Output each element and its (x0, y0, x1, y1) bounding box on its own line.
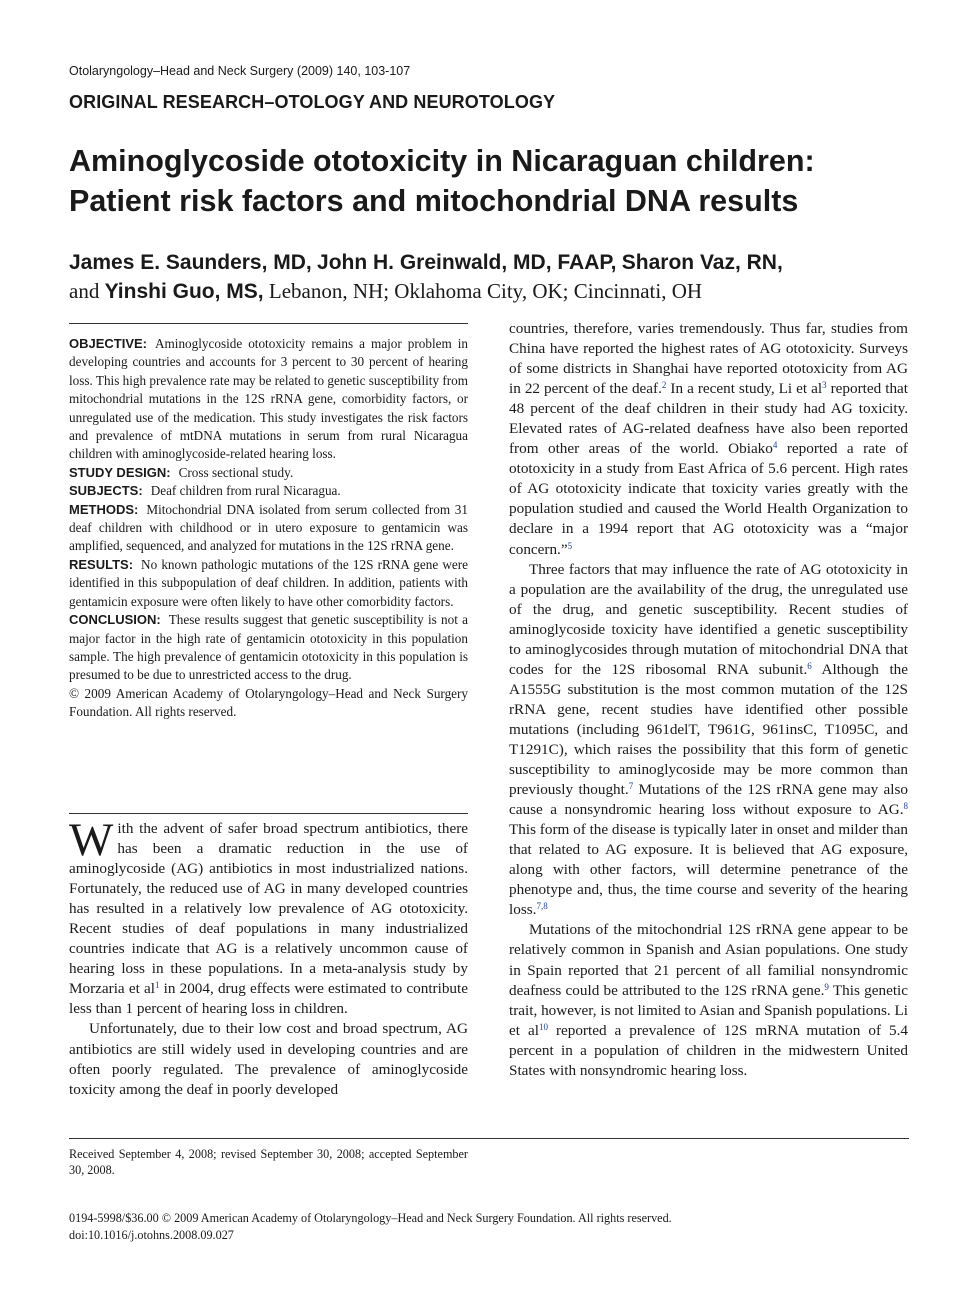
reference-5[interactable]: 5 (567, 540, 573, 551)
body-paragraph-4 (509, 560, 908, 921)
abstract-conclusion (69, 611, 468, 685)
body-paragraph-2: Unfortunately, due to their low cost and broad spectrum, AG antibiotics are still widely used in developing countries and are often poorly regulated. The prevalence of aminoglycoside toxicity among the deaf in poorly developed (69, 1020, 468, 1098)
r1-text-c: reported that 48 percent of the deaf children in their study had AG toxicity. Elevated rates of AG-related deafness have also been reported from other areas of the world. Obiako (509, 380, 909, 458)
p1-text-a: ith the advent of safer broad spectrum antibiotics, there has been a dramatic reduction in the use of aminoglycoside (AG) antibiotics in most industrialized nations. Fortunately, the reduced use of AG in many developed countries has resulted in a relatively low prevalence of AG ototoxicity. Recent studies of deaf populations in many industrialized countries indicate that AG is a relatively uncommon cause of hearing loss in these populations. In a meta-analysis study by Morzaria et al (69, 820, 468, 998)
reference-7-8[interactable]: 7,8 (536, 901, 548, 912)
author-affiliations: Lebanon, NH; Oklahoma City, OK; Cincinnati, OH (268, 279, 703, 303)
author-saunders: James E. Saunders, MD, (69, 251, 312, 274)
r2-text-a: Three factors that may influence the rate of AG ototoxicity in a population are the availability of the drug, the unregulated use of the drug, and genetic susceptibility. Recent studies of aminoglycoside toxicity have identified a genetic susceptibility to aminoglycosides through mutation of mitochondrial DNA that codes for the 12S ribosomal RNA subunit. (509, 560, 908, 678)
reference-2[interactable]: 2 (661, 380, 667, 391)
abstract-methods (69, 501, 468, 556)
r3-text-c: reported a prevalence of 12S mRNA mutation of 5.4 percent in a population of children in the midwestern United States with nonsyndromic hearing loss. (509, 1021, 909, 1079)
issn-copyright: 0194-5998/$36.00 © 2009 American Academy of Otolaryngology–Head and Neck Surgery Foundation. All rights reserved. (69, 1211, 672, 1225)
reference-1[interactable]: 1 (154, 980, 160, 991)
r1-text-b: In a recent study, Li et al (666, 380, 823, 398)
objective-text: Aminoglycoside ototoxicity remains a major problem in developing countries and accounts for 3 percent to 30 percent of hearing loss. This high prevalence rate may be related to genetic susceptibility from mitochondrial mutations in the 12S rRNA gene, comorbidity factors, or unregulated use of the medication. This study investigates the risk factors and prevalence of mtDNA mutations in serum from rural Nicaragua children with aminoglycoside-related hearing loss. (69, 336, 468, 462)
p1-text-b: in 2004, drug effects were estimated to contribute less than 1 percent of hearing loss in children. (69, 980, 468, 1018)
abstract-results (69, 556, 468, 611)
footer (69, 1210, 929, 1243)
abstract-subjects (69, 482, 468, 500)
author-vaz: Sharon Vaz, RN, (621, 251, 783, 274)
r1-text-d: reported a rate of ototoxicity in a study from East Africa of 5.6 percent. High rates of AG ototoxicity indicate that toxicity varies greatly with the population studied and caused the World Health Organization to declare in a 1994 report that AG ototoxicity was a “major concern.” (509, 440, 908, 558)
body-paragraph-1 (69, 814, 468, 1019)
subjects-text: Deaf children from rural Nicaragua. (150, 483, 341, 499)
subjects-label: SUBJECTS: (69, 483, 143, 499)
journal-citation: Otolaryngology–Head and Neck Surgery (2009) 140, 103-107 (69, 64, 411, 78)
r2-text-d: This form of the disease is typically later in onset and milder than that related to AG exposure. It is believed that AG exposure, along with other factors, will determine penetrance of the phenotype and, thus, the time course and severity of the hearing loss. (509, 821, 908, 919)
objective-label: OBJECTIVE: (69, 336, 148, 351)
reference-4[interactable]: 4 (772, 440, 778, 451)
body-paragraph-3 (509, 319, 908, 560)
abstract-objective (69, 335, 468, 464)
r3-text-b: This genetic trait, however, is not limited to Asian and Spanish populations. Li et al (509, 981, 909, 1039)
drop-cap: W (69, 814, 114, 866)
doi[interactable]: doi:10.1016/j.otohns.2008.09.027 (69, 1227, 234, 1242)
reference-7[interactable]: 7 (628, 781, 634, 792)
methods-label: METHODS: (69, 501, 139, 517)
received-dates: Received September 4, 2008; revised September 30, 2008; accepted September 30, 2008. (69, 1147, 468, 1177)
r3-text-a: Mutations of the mitochondrial 12S rRNA gene appear to be relatively common in Spanish and Asian populations. One study in Spain reported that 21 percent of all familial nonsyndromic deafness could be attributed to the 12S rRNA gene. (509, 921, 908, 999)
abstract-top-rule (69, 323, 468, 324)
author-guo: Yinshi Guo, MS, (104, 280, 264, 303)
author-conjunction: and (69, 279, 100, 303)
right-column (509, 319, 908, 1081)
intro-text (69, 814, 468, 1100)
title-line-1: Aminoglycoside ototoxicity in Nicaraguan children: (69, 144, 815, 178)
author-greinwald: John H. Greinwald, MD, FAAP, (317, 251, 617, 274)
abstract-design (69, 464, 468, 482)
article-title (69, 141, 929, 221)
design-text: Cross sectional study. (178, 464, 294, 480)
reference-8[interactable]: 8 (903, 801, 908, 812)
reference-6[interactable]: 6 (807, 660, 812, 671)
abstract-bottom-rule (69, 813, 468, 814)
reference-3[interactable]: 3 (822, 380, 827, 391)
design-label: STUDY DESIGN: (69, 464, 171, 480)
author-list (69, 248, 929, 306)
results-text: No known pathologic mutations of the 12S rRNA gene were identified in this subpopulation of deaf children. In addition, patients with gentamicin exposure were often likely to have other comorbidity factors. (69, 556, 468, 609)
results-label: RESULTS: (69, 556, 134, 572)
section-heading: ORIGINAL RESEARCH–OTOLOGY AND NEUROTOLOGY (69, 92, 556, 112)
conclusion-label: CONCLUSION: (69, 612, 161, 628)
title-line-2: Patient risk factors and mitochondrial DNA results (69, 184, 799, 218)
reference-9[interactable]: 9 (824, 981, 829, 992)
abstract (69, 335, 468, 722)
reference-10[interactable]: 10 (538, 1021, 548, 1032)
conclusion-text: These results suggest that genetic susceptibility is not a major factor in the high rate of gentamicin ototoxicity in this population sample. The high prevalence of gentamicin ototoxicity in this population is presumed to be due to unrestricted access to the drug. (69, 612, 468, 683)
r2-text-b: Although the A1555G substitution is the most common mutation of the 12S rRNA gene, recent studies have identified other possible mutations (including 961delT, T961G, 961insC, T1095C, and T1291C), which raises the possibility that this form of genetic susceptibility to aminoglycoside may be more common than previously thought. (509, 660, 908, 799)
footnote-rule (69, 1138, 909, 1139)
r1-text-a: countries, therefore, varies tremendously. Thus far, studies from China have reported the highest rates of AG ototoxicity. Surveys of some districts in Shanghai have reported ototoxicity from AG in 22 percent of the deaf. (509, 320, 908, 398)
methods-text: Mitochondrial DNA isolated from serum collected from 31 deaf children with childhood or in utero exposure to gentamicin was amplified, sequenced, and analyzed for mutations in the 12S rRNA gene. (69, 501, 468, 554)
body-paragraph-5 (509, 920, 908, 1080)
abstract-copyright: © 2009 American Academy of Otolaryngology–Head and Neck Surgery Foundation. All rights reserved. (69, 685, 468, 720)
left-column (69, 335, 468, 1098)
r2-text-c: Mutations of the 12S rRNA gene may also cause a nonsyndromic hearing loss without exposure to AG. (509, 781, 908, 819)
